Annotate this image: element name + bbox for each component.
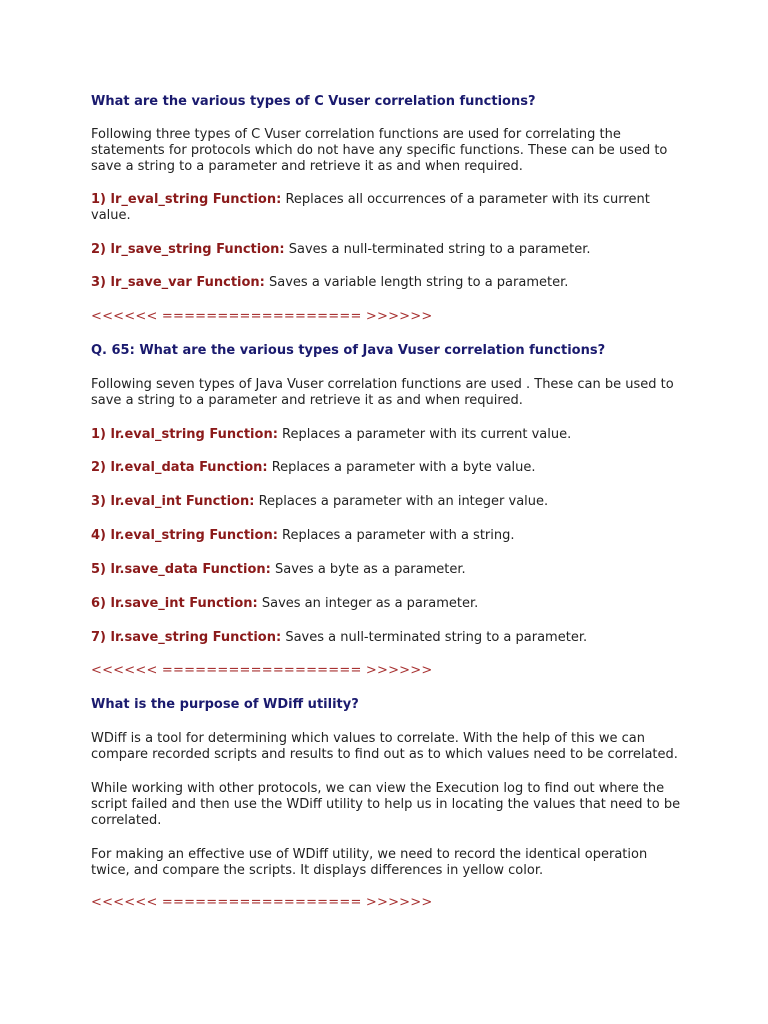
function-term: 2) lr.eval_data Function: [91, 460, 268, 475]
function-item [91, 427, 681, 443]
function-desc: Saves a byte as a parameter. [270, 562, 466, 577]
function-desc: Replaces a parameter with an integer value. [254, 494, 549, 509]
section-intro: Following seven types of Java Vuser correlation functions are used . These can be used to save a string to a parameter and retrieve it as and when required. [91, 377, 674, 408]
function-item [91, 562, 681, 578]
function-item [91, 630, 681, 646]
function-item [91, 494, 681, 510]
function-desc: Saves a null-terminated string to a parameter. [284, 242, 591, 257]
function-term: 3) lr.eval_int Function: [91, 494, 255, 509]
function-item [91, 275, 681, 291]
function-term: 1) lr.eval_string Function: [91, 427, 278, 442]
function-item [91, 460, 681, 476]
section-heading: What is the purpose of WDiff utility? [91, 697, 359, 712]
function-item [91, 192, 681, 224]
function-term: 2) lr_save_string Function: [91, 242, 285, 257]
function-item [91, 596, 681, 612]
function-term: 6) lr.save_int Function: [91, 596, 258, 611]
function-term: 3) lr_save_var Function: [91, 275, 265, 290]
function-desc: Saves a null-terminated string to a parameter. [281, 630, 588, 645]
section-heading: Q. 65: What are the various types of Java Vuser correlation functions? [91, 343, 606, 358]
function-item [91, 528, 681, 544]
section-heading: What are the various types of C Vuser correlation functions? [91, 94, 536, 109]
function-desc: Replaces a parameter with a byte value. [267, 460, 536, 475]
function-desc: Saves a variable length string to a parameter. [264, 275, 569, 290]
function-term: 5) lr.save_data Function: [91, 562, 271, 577]
function-desc: Replaces a parameter with a string. [277, 528, 515, 543]
section-separator: <<<<<< ================== >>>>>> [91, 895, 433, 910]
section-intro: Following three types of C Vuser correlation functions are used for correlating the statements for protocols which do not have any specific functions. These can be used to save a string to a parameter and retrieve it as and when required. [91, 127, 668, 174]
function-item [91, 242, 681, 258]
function-term: 1) lr_eval_string Function: [91, 192, 282, 207]
function-desc: Replaces all occurrences of a parameter with its current value. [91, 192, 650, 223]
section-separator: <<<<<< ================== >>>>>> [91, 663, 433, 678]
section-paragraph: WDiff is a tool for determining which values to correlate. With the help of this we can compare recorded scripts and results to find out as to which values need to be correlated. [91, 731, 678, 762]
section-paragraph: For making an effective use of WDiff utility, we need to record the identical operation twice, and compare the scripts. It displays differences in yellow color. [91, 847, 648, 878]
function-desc: Replaces a parameter with its current value. [277, 427, 572, 442]
section-separator: <<<<<< ================== >>>>>> [91, 309, 433, 324]
function-desc: Saves an integer as a parameter. [257, 596, 479, 611]
function-term: 7) lr.save_string Function: [91, 630, 282, 645]
section-paragraph: While working with other protocols, we can view the Execution log to find out where the script failed and then use the WDiff utility to help us in locating the values that need to be correlated. [91, 781, 681, 828]
function-term: 4) lr.eval_string Function: [91, 528, 278, 543]
